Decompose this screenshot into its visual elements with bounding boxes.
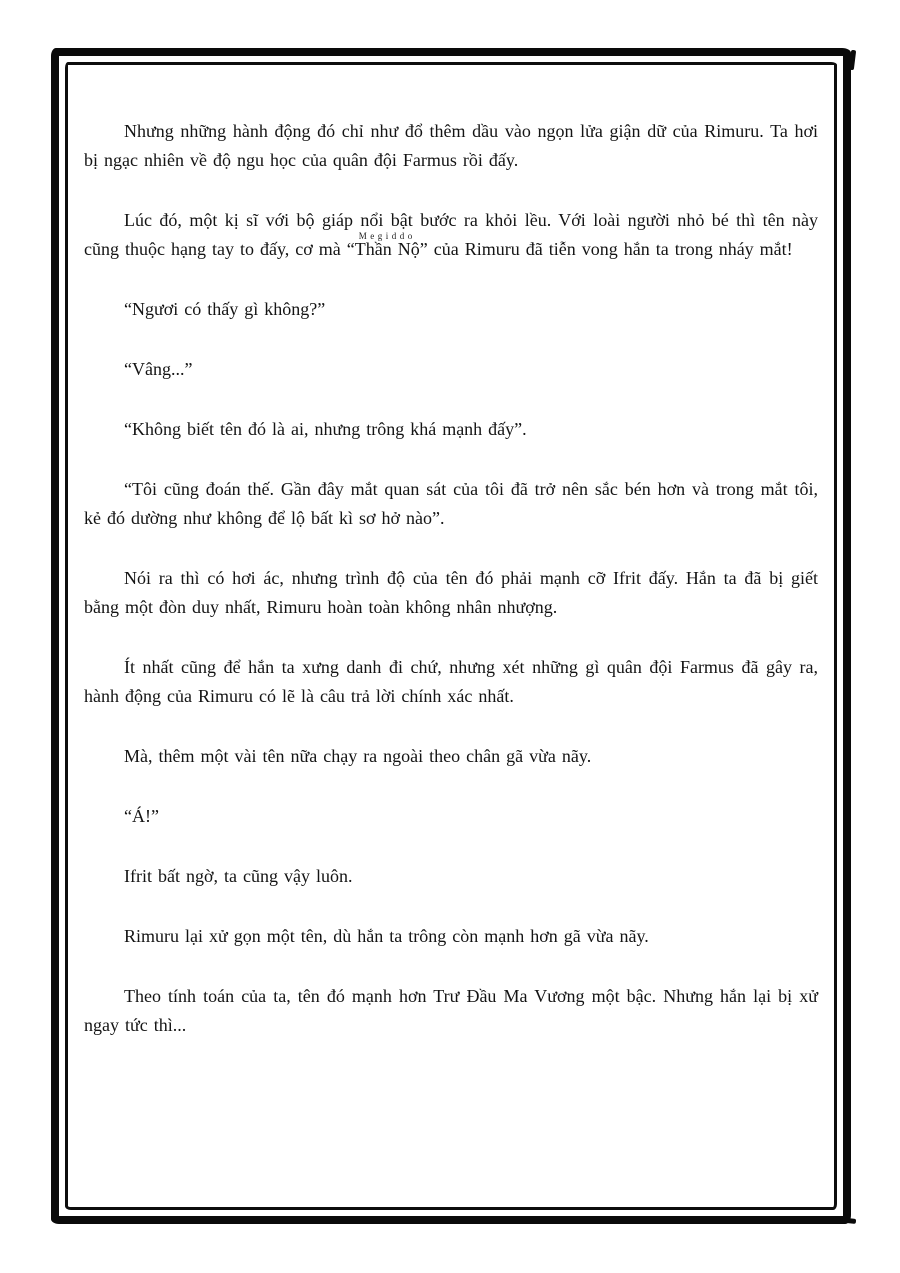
page-text-content: [68, 65, 834, 1207]
paragraph: Theo tính toán của ta, tên đó mạnh hơn Trư Đầu Ma Vương một bậc. Nhưng hắn lại bị xử ngay tức thì...: [84, 986, 818, 1035]
paragraph: Ít nhất cũng để hắn ta xưng danh đi chứ, nhưng xét những gì quân đội Farmus đã gây ra, hành động của Rimuru có lẽ là câu trả lời chính xác nhất.: [84, 657, 818, 706]
paragraph-with-ruby: [84, 206, 818, 264]
paragraph: Nhưng những hành động đó chỉ như đổ thêm dầu vào ngọn lửa giận dữ của Rimuru. Ta hơi bị ngạc nhiên về độ ngu học của quân đội Farmus rồi đấy.: [84, 121, 818, 170]
paragraph: Ifrit bất ngờ, ta cũng vậy luôn.: [124, 866, 353, 886]
ruby-annotated-term: [354, 231, 420, 259]
paragraph-dialogue: “Á!”: [124, 806, 159, 826]
paragraph-dialogue: “Tôi cũng đoán thế. Gần đây mắt quan sát của tôi đã trở nên sắc bén hơn và trong mắt tôi, kẻ đó dường như không để lộ bất kì sơ hở nào”.: [84, 479, 818, 528]
paragraph-text-before-ruby: Lúc đó, một kị sĩ với bộ giáp nổi bật bước ra khỏi lều. Với loài người nhỏ bé thì tên này cũng thuộc hạng tay to đấy, cơ mà “: [84, 210, 818, 259]
ruby-base-text: Thần Nộ: [354, 239, 420, 259]
paragraph-dialogue: “Ngươi có thấy gì không?”: [124, 299, 326, 319]
paragraph-dialogue: “Không biết tên đó là ai, nhưng trông khá mạnh đấy”.: [124, 419, 527, 439]
paragraph: Rimuru lại xử gọn một tên, dù hắn ta trông còn mạnh hơn gã vừa nãy.: [124, 926, 649, 946]
paragraph: Nói ra thì có hơi ác, nhưng trình độ của tên đó phải mạnh cỡ Ifrit đấy. Hắn ta đã bị giết bằng một đòn duy nhất, Rimuru hoàn toàn không nhân nhượng.: [84, 568, 818, 617]
ruby-gloss-text: Megiddo: [354, 231, 420, 241]
paragraph-text-after-ruby: ” của Rimuru đã tiễn vong hắn ta trong nháy mắt!: [419, 239, 793, 259]
paragraph-dialogue: “Vâng...”: [124, 359, 193, 379]
inner-border-frame: [65, 62, 837, 1210]
outer-border-frame: [51, 48, 851, 1224]
paragraph: Mà, thêm một vài tên nữa chạy ra ngoài theo chân gã vừa nãy.: [124, 746, 592, 766]
